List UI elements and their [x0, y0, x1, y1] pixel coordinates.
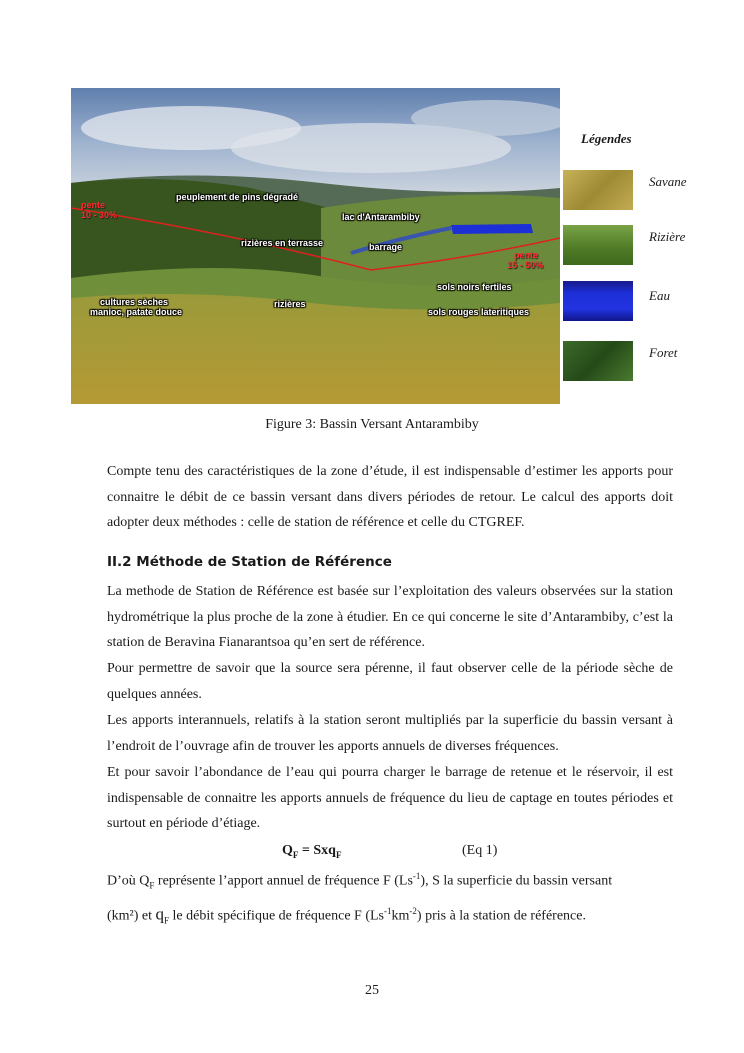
- legend-title: Légendes: [581, 131, 632, 146]
- legend-swatch-savane: [563, 170, 633, 210]
- legend-label-riziere: Rizière: [649, 229, 686, 244]
- paragraph-method: La methode de Station de Référence est basée sur l’exploitation des valeurs observées sur la station hydrométrique la plus proche de la zone à étudier. En ce qui concerne le site d’Antarambiby, c’est la station de Beravina Fianarantsoa qu’en sert de référence.: [107, 584, 673, 650]
- legend-label-savane: Savane: [649, 174, 687, 189]
- label-sols-noirs: sols noirs fertiles: [437, 282, 512, 292]
- legend-swatch-foret: [563, 341, 633, 381]
- label-rizieres: rizières: [274, 299, 306, 309]
- legend-label-foret: Foret: [649, 345, 678, 360]
- label-rizieres-terrasse: rizières en terrasse: [241, 238, 324, 248]
- paragraph-definition: D’où $Q_F$ représente l’apport annuel de fréquence F $(Ls^{-1})$, S la superficie du bassin versant (km²) et $q_F$ le débit spécifique de fréquence F $(Ls^{-1}km^{-2})$ pris à la station de référence.: [107, 871, 613, 926]
- legend-swatch-riziere: [563, 225, 633, 265]
- right-hill: [321, 195, 560, 288]
- lake: [451, 224, 533, 234]
- label-pente-right-2: 15 - 50%: [507, 260, 544, 270]
- section-heading: [107, 554, 392, 570]
- label-pente-left-2: 10 - 30%: [81, 210, 118, 220]
- label-sols-rouges: sols rouges lateritiques: [428, 307, 530, 317]
- section-title: Méthode de Station de Référence: [136, 554, 392, 570]
- figure-caption: Figure 3: Bassin Versant Antarambiby: [265, 417, 479, 432]
- legend-swatch-eau: [563, 281, 633, 321]
- figure-photo: [71, 88, 560, 404]
- label-peuplement: peuplement de pins dégradé: [176, 192, 299, 202]
- label-cultures-2: manioc, patate douce: [90, 307, 183, 317]
- label-barrage: barrage: [369, 242, 403, 252]
- section-number: II.2: [107, 554, 132, 570]
- paragraph-abondance: Et pour savoir l’abondance de l’eau qui pourra charger le barrage de retenue et le réservoir, il est indispensable de connaitre les apports annuels de fréquence du lieu de captage en toutes périodes et surtout en période d’étiage.: [107, 765, 673, 831]
- equation: $Q_F = Sxq_F$: [282, 843, 342, 860]
- page-number: 25: [365, 983, 379, 998]
- legend-label-eau: Eau: [649, 288, 670, 303]
- paragraph-intro: Compte tenu des caractéristiques de la zone d’étude, il est indispensable d’estimer les apports pour connaitre le débit de ce bassin versant dans divers périodes de retour. Le calcul des apports doit adopter deux méthodes : celle de station de référence et celle du CTGREF.: [107, 464, 673, 530]
- paragraph-source: Pour permettre de savoir que la source sera pérenne, il faut observer celle de la période sèche de quelques années.: [107, 661, 673, 702]
- equation-tag: (Eq 1): [462, 843, 498, 858]
- label-pente-left-1: pente: [81, 200, 106, 210]
- label-cultures-1: cultures sèches: [100, 297, 169, 307]
- label-lac: lac d'Antarambiby: [342, 212, 420, 222]
- paragraph-apports: Les apports interannuels, relatifs à la station seront multipliés par la superficie du bassin versant à l’endroit de l’ouvrage afin de trouver les apports annuels de diverses fréquences.: [107, 713, 673, 754]
- label-pente-right-1: pente: [514, 250, 539, 260]
